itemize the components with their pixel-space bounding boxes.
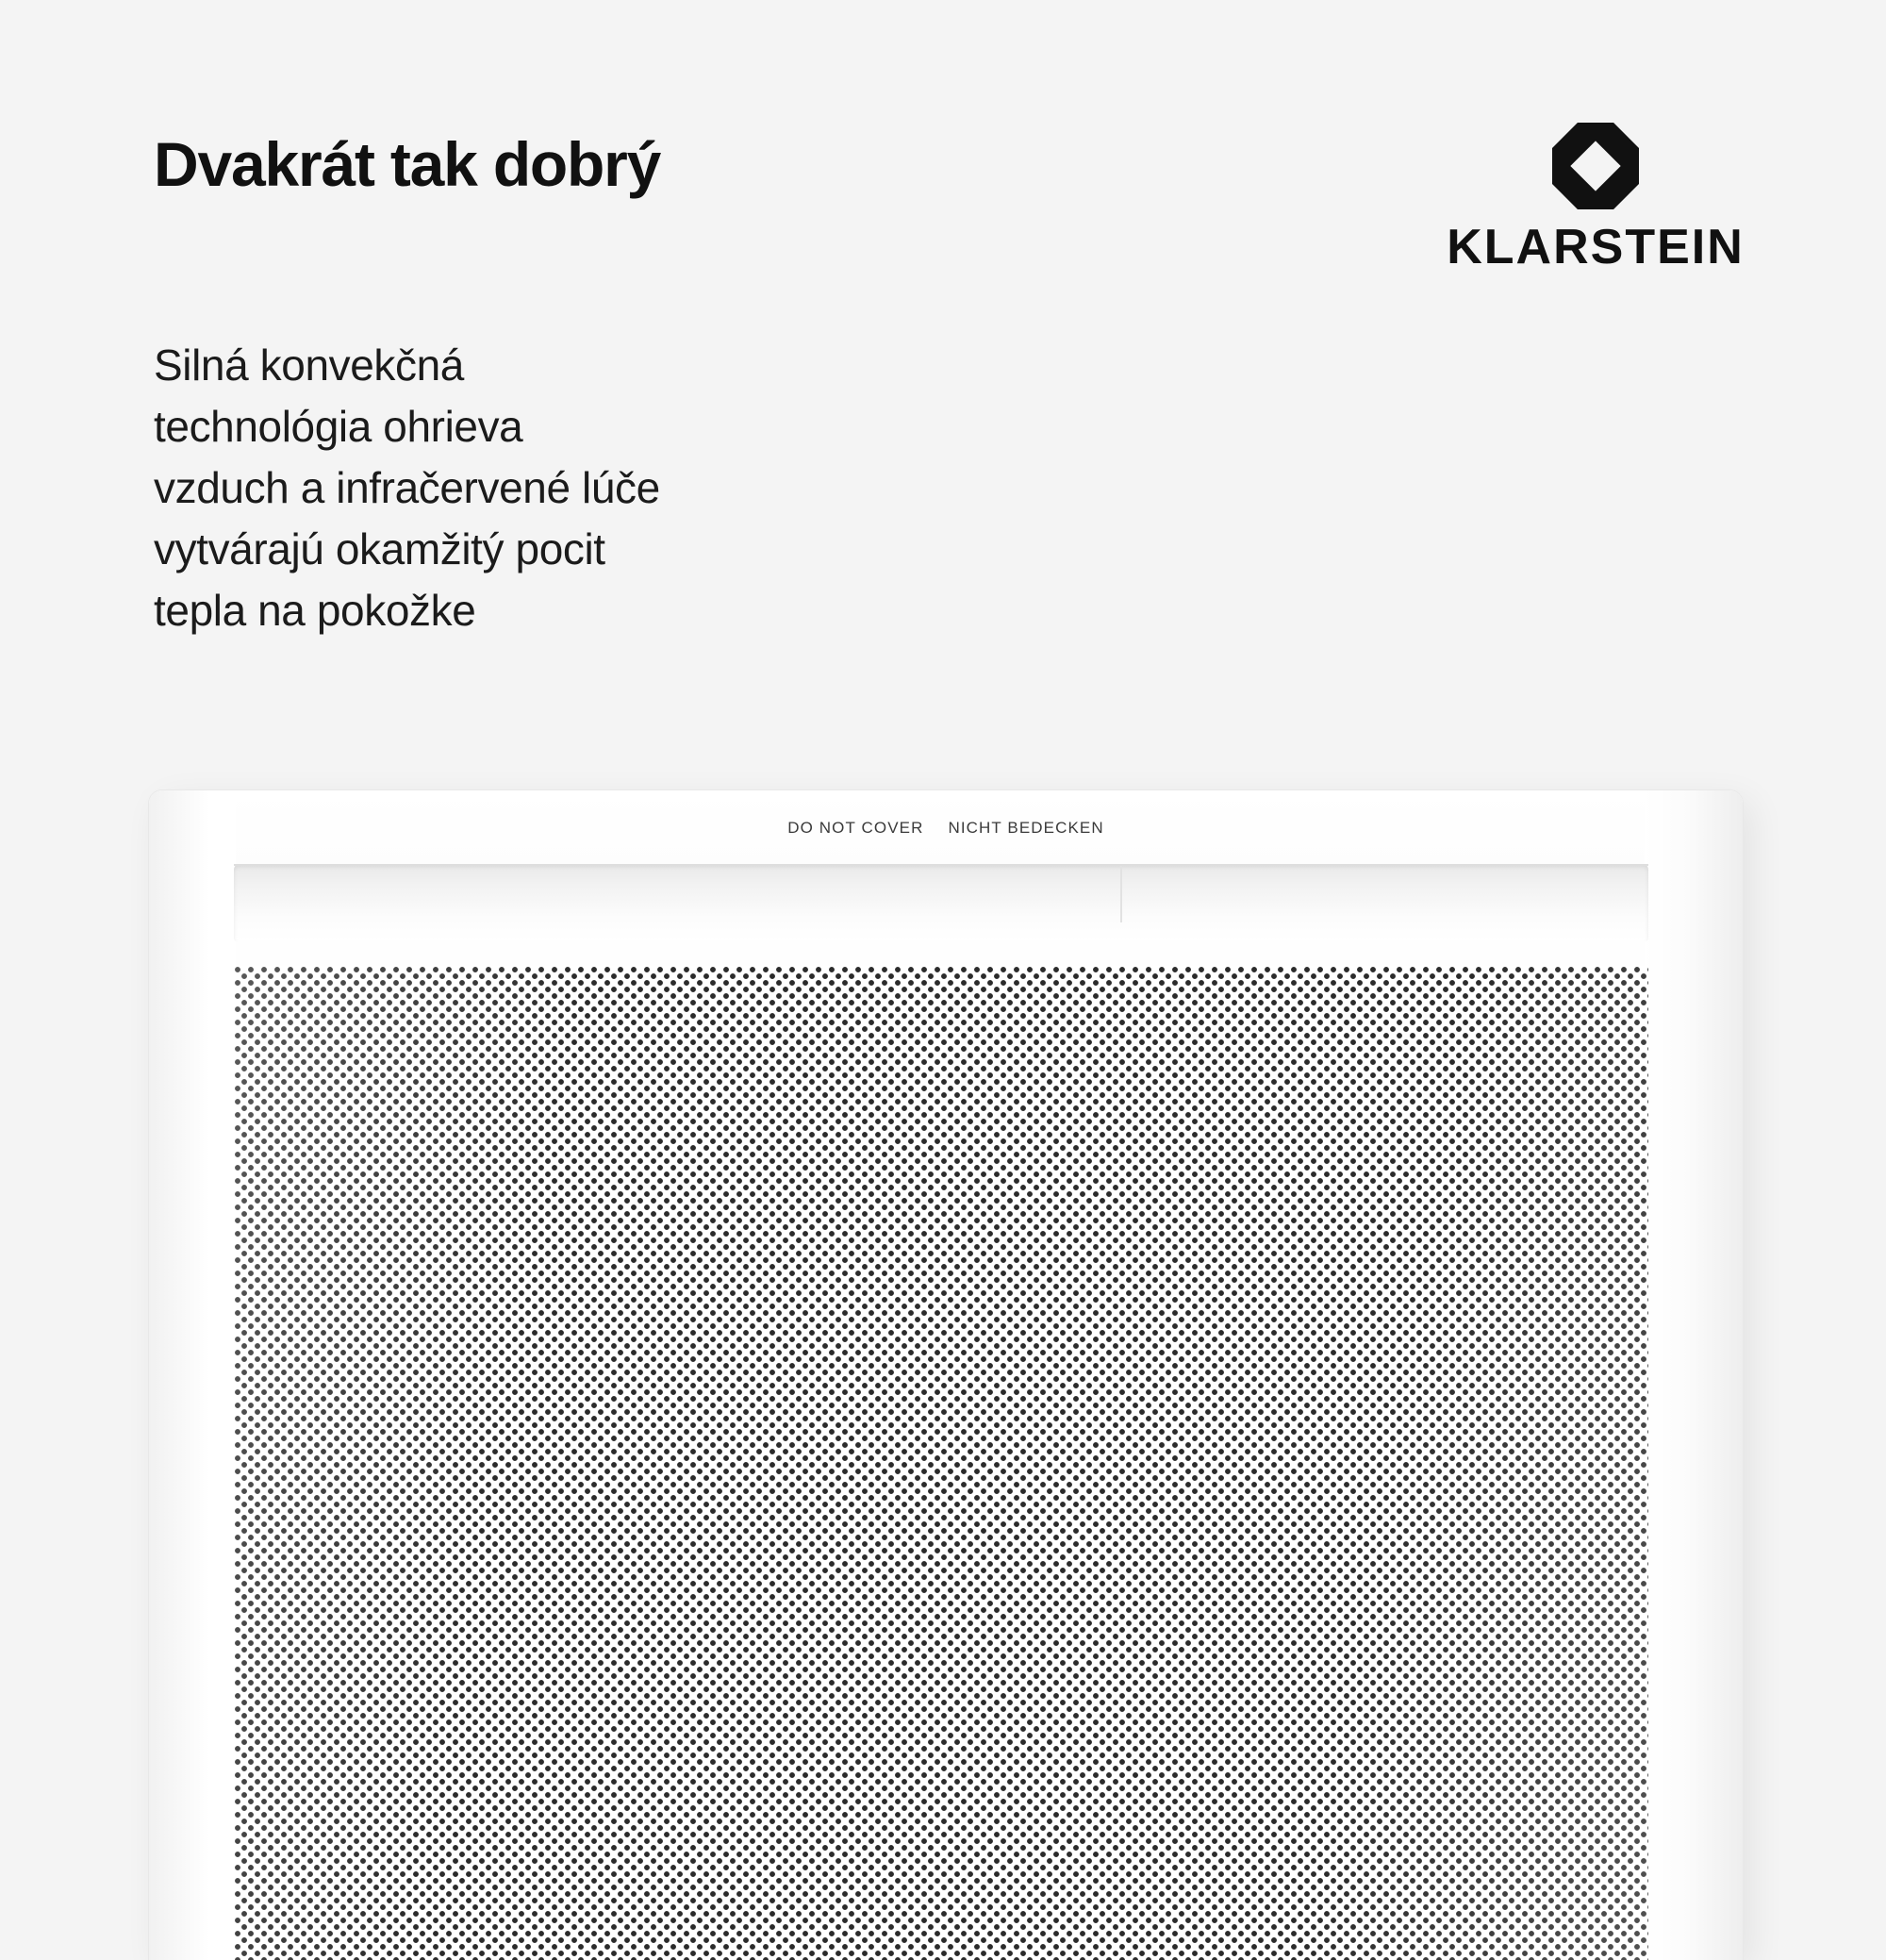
brand-logo bbox=[1426, 123, 1765, 272]
heater-slot-edge bbox=[234, 864, 1648, 866]
product-image bbox=[149, 790, 1743, 1960]
description-line-4: vytvárajú okamžitý pocit bbox=[154, 524, 605, 573]
warning-label-en: DO NOT COVER bbox=[787, 819, 924, 837]
description-line-5: tepla na pokožke bbox=[154, 586, 476, 635]
warning-label-de: NICHT BEDECKEN bbox=[948, 819, 1104, 837]
heater-right-edge bbox=[1645, 790, 1743, 1960]
klarstein-octagon-icon bbox=[1552, 123, 1639, 209]
page-title: Dvakrát tak dobrý bbox=[154, 129, 661, 199]
grille-shading bbox=[234, 966, 1648, 1960]
description-text bbox=[154, 335, 660, 641]
heater-left-edge bbox=[149, 790, 236, 1960]
description-line-1: Silná konvekčná bbox=[154, 341, 464, 390]
heater-slot-notch bbox=[1120, 866, 1122, 922]
brand-name: KLARSTEIN bbox=[1447, 220, 1745, 274]
description-line-3: vzduch a infračervené lúče bbox=[154, 463, 660, 512]
perforated-grille bbox=[234, 966, 1648, 1960]
heater-air-outlet-slot bbox=[234, 864, 1648, 941]
heater-body bbox=[149, 790, 1743, 1960]
description-line-2: technológia ohrieva bbox=[154, 402, 523, 451]
warning-label bbox=[149, 819, 1743, 838]
